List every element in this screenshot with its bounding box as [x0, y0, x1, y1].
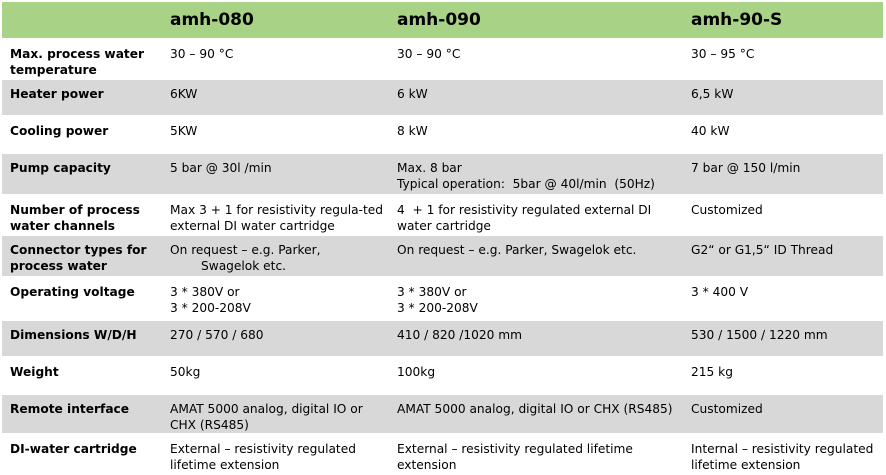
- row-value-amh-90-s: 215 kg: [683, 357, 883, 394]
- row-connector-types: [2, 235, 883, 277]
- row-label: Operating voltage: [2, 277, 162, 320]
- row-pump-capacity: [2, 153, 883, 195]
- header-model-amh-90-s: amh-90-S: [683, 2, 883, 39]
- row-value-amh-090: 410 / 820 /1020 mm: [389, 320, 683, 357]
- row-weight: [2, 357, 883, 394]
- row-value-amh-90-s: Internal – resistivity regulated lifetime extension: [683, 434, 883, 474]
- row-value-amh-090: External – resistivity regulated lifetime extension: [389, 434, 683, 474]
- row-value-amh-90-s: Customized: [683, 394, 883, 434]
- spec-comparison-table: [2, 2, 883, 475]
- row-remote-interface: [2, 394, 883, 434]
- header-model-amh-090: amh-090: [389, 2, 683, 39]
- header-model-amh-080: amh-080: [162, 2, 389, 39]
- header-label-cell: [2, 2, 162, 39]
- row-value-amh-90-s: 3 * 400 V: [683, 277, 883, 320]
- row-value-amh-090: Max. 8 bar Typical operation: 5bar @ 40l/min (50Hz): [389, 153, 683, 195]
- row-label: Weight: [2, 357, 162, 394]
- row-value-amh-090: AMAT 5000 analog, digital IO or CHX (RS485): [389, 394, 683, 434]
- row-value-amh-080: On request – e.g. Parker, Swagelok etc.: [162, 235, 389, 277]
- row-label: Pump capacity: [2, 153, 162, 195]
- row-value-amh-080: External – resistivity regulated lifetime extension: [162, 434, 389, 474]
- row-label: Max. process water temperature: [2, 39, 162, 79]
- row-value-amh-90-s: Customized: [683, 195, 883, 235]
- row-value-amh-080: 5KW: [162, 116, 389, 153]
- row-value-amh-90-s: 6,5 kW: [683, 79, 883, 116]
- row-label: Cooling power: [2, 116, 162, 153]
- row-label: Heater power: [2, 79, 162, 116]
- row-value-amh-080: 5 bar @ 30l /min: [162, 153, 389, 195]
- row-value-amh-090: 6 kW: [389, 79, 683, 116]
- row-cooling-power: [2, 116, 883, 153]
- row-label: Dimensions W/D/H: [2, 320, 162, 357]
- row-value-amh-080: 6KW: [162, 79, 389, 116]
- row-value-amh-080: Max 3 + 1 for resistivity regula-ted external DI water cartridge: [162, 195, 389, 235]
- row-max-process-water-temperature: [2, 39, 883, 79]
- row-label: Remote interface: [2, 394, 162, 434]
- row-value-amh-080: 30 – 90 °C: [162, 39, 389, 79]
- row-label: Number of process water channels: [2, 195, 162, 235]
- row-value-amh-090: On request – e.g. Parker, Swagelok etc.: [389, 235, 683, 277]
- row-value-amh-090: 3 * 380V or 3 * 200-208V: [389, 277, 683, 320]
- row-value-amh-090: 100kg: [389, 357, 683, 394]
- row-heater-power: [2, 79, 883, 116]
- row-value-amh-080: 50kg: [162, 357, 389, 394]
- row-number-of-process-water-channels: [2, 195, 883, 235]
- row-value-amh-080: 3 * 380V or 3 * 200-208V: [162, 277, 389, 320]
- row-label: DI-water cartridge: [2, 434, 162, 474]
- header-row: [2, 2, 883, 39]
- row-value-amh-080: 270 / 570 / 680: [162, 320, 389, 357]
- row-value-amh-90-s: 30 – 95 °C: [683, 39, 883, 79]
- row-value-amh-090: 30 – 90 °C: [389, 39, 683, 79]
- row-value-amh-90-s: 530 / 1500 / 1220 mm: [683, 320, 883, 357]
- row-value-amh-080: AMAT 5000 analog, digital IO or CHX (RS485): [162, 394, 389, 434]
- row-value-amh-090: 4 + 1 for resistivity regulated external DI water cartridge: [389, 195, 683, 235]
- row-di-water-cartridge: [2, 434, 883, 474]
- row-label: Connector types for process water: [2, 235, 162, 277]
- row-dimensions: [2, 320, 883, 357]
- row-operating-voltage: [2, 277, 883, 320]
- row-value-amh-90-s: 7 bar @ 150 l/min: [683, 153, 883, 195]
- row-value-amh-90-s: 40 kW: [683, 116, 883, 153]
- row-value-amh-90-s: G2“ or G1,5“ ID Thread: [683, 235, 883, 277]
- row-value-amh-090: 8 kW: [389, 116, 683, 153]
